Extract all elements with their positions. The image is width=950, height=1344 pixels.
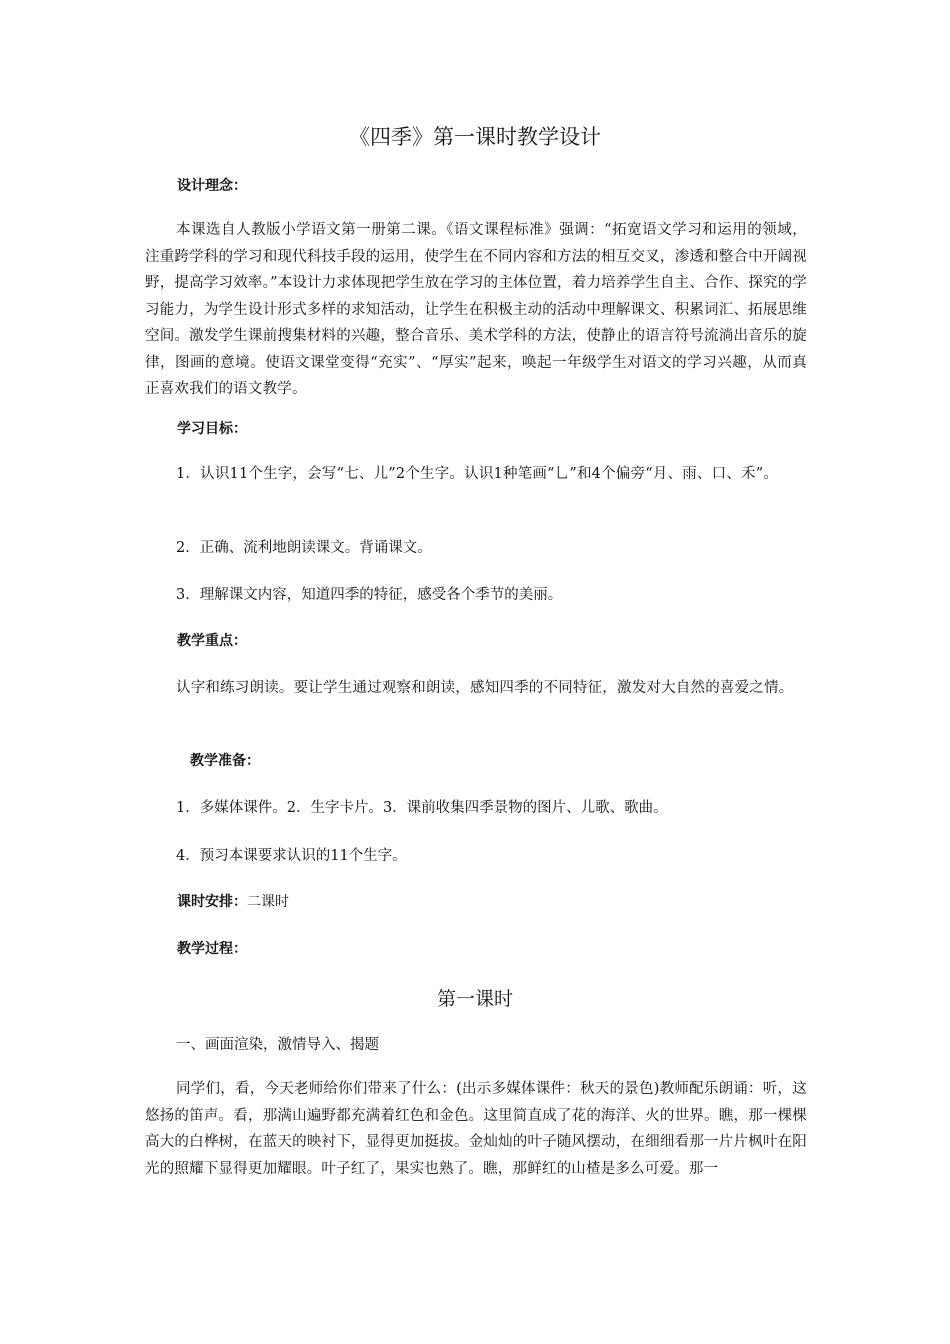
goal-item-3: 3．理解课文内容，知道四季的特征，感受各个季节的美丽。 bbox=[176, 587, 563, 603]
lesson-title: 第一课时 bbox=[436, 988, 513, 1010]
heading-process: 教学过程： bbox=[177, 941, 247, 957]
heading-design-idea: 设计理念： bbox=[177, 178, 247, 194]
design-idea-paragraph: 本课选自人教版小学语文第一册第二课。《语文课程标准》强调：“拓宽语文学习和运用的领域，注重跨学科的学习和现代科技手段的运用，使学生在不同内容和方法的相互交叉，渗透和整合中开阔视野，提高学习效率。”本设计力求体现把学生放在学习的主体位置，着力培养学生自主、合作、探究的学习能力，为学生设计形式多样的求知活动，让学生在积极主动的活动中理解课文、积累词汇、拓展思维空间。激发学生课前搜集材料的兴趣，整合音乐、美术学科的方法，使静止的语言符号流淌出音乐的旋律，图画的意境。使语文课堂变得“充实”、“厚实”起来，唤起一年级学生对语文的学习兴趣，从而真正喜欢我们的语文教学。 bbox=[145, 222, 807, 397]
goal-item-1: 1．认识11个生字，会写“七、儿”2个生字。认识1种笔画“乚”和4个偏旁“月、雨、口、禾”。 bbox=[176, 466, 779, 482]
schedule-value: 二课时 bbox=[247, 894, 289, 910]
schedule-label: 课时安排： bbox=[177, 894, 247, 910]
heading-key-points: 教学重点： bbox=[177, 633, 247, 649]
document-title: 《四季》第一课时教学设计 bbox=[349, 125, 601, 149]
goal-item-2: 2．正确、流利地朗读课文。背诵课文。 bbox=[176, 540, 432, 556]
preparation-item-1: 1．多媒体课件。2．生字卡片。3．课前收集四季景物的图片、儿歌、歌曲。 bbox=[176, 800, 668, 816]
schedule-line bbox=[177, 891, 289, 913]
step-1-paragraph: 同学们，看，今天老师给你们带来了什么：(出示多媒体课件：秋天的景色)教师配乐朗诵：听，这悠扬的笛声。看，那满山遍野都充满着红色和金色。这里简直成了花的海洋、火的世界。瞧，那一棵棵高大的白桦树，在蓝天的映衬下，显得更加挺拔。金灿灿的叶子随风摆动，在细细看那一片片枫叶在阳光的照耀下显得更加耀眼。叶子红了，果实也熟了。瞧，那鲜红的山楂是多么可爱。那一 bbox=[145, 1081, 807, 1177]
preparation-item-2: 4．预习本课要求认识的11个生字。 bbox=[176, 848, 407, 864]
heading-preparation: 教学准备： bbox=[190, 753, 260, 769]
step-1-heading: 一、画面渲染，激情导入、揭题 bbox=[176, 1037, 379, 1053]
heading-goals: 学习目标： bbox=[177, 421, 247, 437]
key-points-paragraph: 认字和练习朗读。要让学生通过观察和朗读，感知四季的不同特征，激发对大自然的喜爱之情。 bbox=[176, 680, 794, 696]
